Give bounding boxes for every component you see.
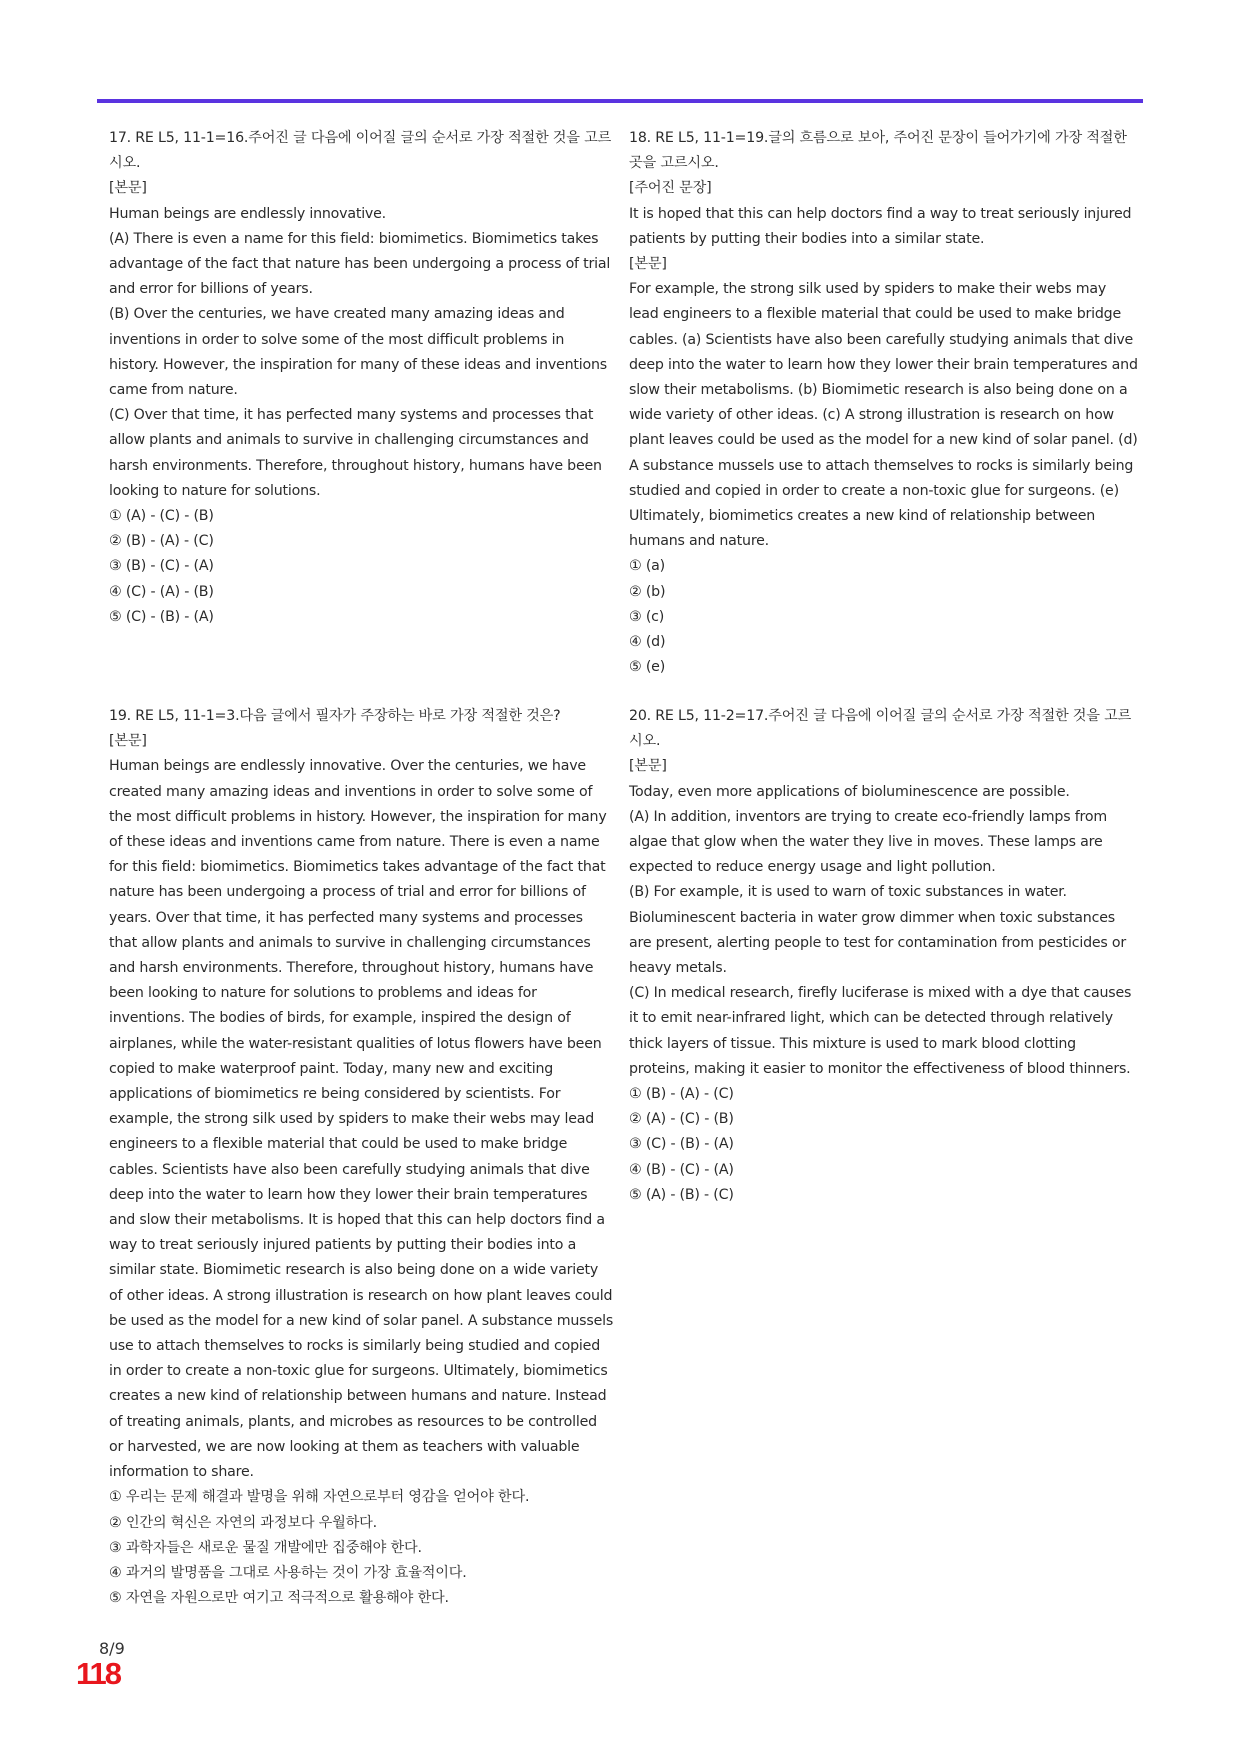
- answer-option[interactable]: ② (B) - (A) - (C): [109, 533, 214, 550]
- question-20: [629, 704, 1139, 1208]
- body-label: [본문]: [629, 758, 667, 775]
- body-label: [본문]: [109, 733, 147, 750]
- intro-sentence: Today, even more applications of bioluminescence are possible.: [629, 783, 1070, 800]
- question-header: 18. RE L5, 11-1=19.글의 흐름으로 보아, 주어진 문장이 들어가기에 가장 적절한 곳을 고르시오.: [629, 130, 1127, 172]
- question-header: 20. RE L5, 11-2=17.주어진 글 다음에 이어질 글의 순서로 가장 적절한 것을 고르시오.: [629, 708, 1132, 750]
- answer-option[interactable]: ⑤ (A) - (B) - (C): [629, 1186, 734, 1203]
- answer-option[interactable]: ② (b): [629, 583, 666, 600]
- answer-option[interactable]: ② (A) - (C) - (B): [629, 1111, 734, 1128]
- answer-option[interactable]: ④ (B) - (C) - (A): [629, 1161, 734, 1178]
- answer-option[interactable]: ⑤ (e): [629, 659, 666, 676]
- answer-option[interactable]: ② 인간의 혁신은 자연의 과정보다 우월하다.: [109, 1514, 377, 1531]
- body-label: [본문]: [629, 256, 667, 273]
- paragraph-b: (B) Over the centuries, we have created many amazing ideas and inventions in order to solve some of the most difficult problems in history. However, the inspiration for many of these ideas and inventions came from nature.: [109, 306, 607, 399]
- passage-body: For example, the strong silk used by spiders to make their webs may lead engineers to a flexible material that could be used to make bridge cables. (a) Scientists have also been carefully studying animals that dive deep into the water to learn how they lower their brain temperatures and slow their metabolisms. (b) Biomimetic research is also being done on a wide variety of other ideas. (c) A strong illustration is research on how plant leaves could be used as the model for a new kind of solar panel. (d) A substance mussels use to attach themselves to rocks is similarly being studied and copied in order to create a non-toxic glue for surgeons. (e) Ultimately, biomimetics creates a new kind of relationship between humans and nature.: [629, 281, 1138, 550]
- body-label: [본문]: [109, 180, 147, 197]
- paragraph-a: (A) In addition, inventors are trying to create eco-friendly lamps from algae that glow when the water they live in moves. These lamps are expected to reduce energy usage and light pollution.: [629, 808, 1107, 876]
- answer-option[interactable]: ⑤ (C) - (B) - (A): [109, 608, 214, 625]
- question-header: 17. RE L5, 11-1=16.주어진 글 다음에 이어질 글의 순서로 가장 적절한 것을 고르시오.: [109, 130, 612, 172]
- question-17: [109, 126, 615, 630]
- answer-option[interactable]: ③ 과학자들은 새로운 물질 개발에만 집중해야 한다.: [109, 1539, 422, 1556]
- given-sentence-label: [주어진 문장]: [629, 180, 712, 197]
- answer-option[interactable]: ① (a): [629, 558, 665, 575]
- answer-option[interactable]: ④ (d): [629, 634, 666, 651]
- answer-option[interactable]: ① 우리는 문제 해결과 발명을 위해 자연으로부터 영감을 얻어야 한다.: [109, 1489, 530, 1506]
- question-header: 19. RE L5, 11-1=3.다음 글에서 필자가 주장하는 바로 가장 적절한 것은?: [109, 708, 561, 724]
- question-18: [629, 126, 1139, 680]
- page-number: 8/9: [99, 1639, 125, 1658]
- answer-option[interactable]: ③ (c): [629, 608, 665, 625]
- question-19: [109, 704, 615, 1611]
- paragraph-c: (C) In medical research, firefly luciferase is mixed with a dye that causes it to emit near-infrared light, which can be detected through relatively thick layers of tissue. This mixture is used to mark blood clotting proteins, making it easier to monitor the effectiveness of blood thinners.: [629, 985, 1132, 1077]
- given-sentence: It is hoped that this can help doctors find a way to treat seriously injured patients by putting their bodies into a similar state.: [629, 205, 1132, 247]
- answer-option[interactable]: ④ 과거의 발명품을 그대로 사용하는 것이 가장 효율적이다.: [109, 1564, 467, 1581]
- paragraph-b: (B) For example, it is used to warn of toxic substances in water. Bioluminescent bacteria in water grow dimmer when toxic substances are present, alerting people to test for contamination from pesticides or heavy metals.: [629, 884, 1127, 977]
- answer-option[interactable]: ① (B) - (A) - (C): [629, 1086, 734, 1103]
- answer-option[interactable]: ① (A) - (C) - (B): [109, 508, 214, 525]
- answer-option[interactable]: ④ (C) - (A) - (B): [109, 583, 214, 600]
- publisher-logo: 118: [76, 1656, 121, 1691]
- paragraph-a: (A) There is even a name for this field: biomimetics. Biomimetics takes advantage of the fact that nature has been undergoing a process of trial and error for billions of years.: [109, 230, 611, 298]
- answer-option[interactable]: ③ (B) - (C) - (A): [109, 558, 214, 575]
- passage-body: Human beings are endlessly innovative. Over the centuries, we have created many amazing ideas and inventions in order to solve some of the most difficult problems in history. However, the inspiration for many of these ideas and inventions came from nature. There is even a name for this field: biomimetics. Biomimetics takes advantage of the fact that nature has been undergoing a process of trial and error for billions of years. Over that time, it has perfected many systems and processes that allow plants and animals to survive in challenging circumstances and harsh environments. Therefore, throughout history, humans have been looking to nature for solutions to problems and ideas for inventions. The bodies of birds, for example, inspired the design of airplanes, while the water-resistant qualities of lotus flowers have been copied to make waterproof paint. Today, many new and exciting applications of biomimetics re being considered by scientists. For example, the strong silk used by spiders to make their webs may lead engineers to a flexible material that could be used to make bridge cables. Scientists have also been carefully studying animals that dive deep into the water to learn how they lower their brain temperatures and slow their metabolisms. It is hoped that this can help doctors find a way to treat seriously injured patients by putting their bodies into a similar state. Biomimetic research is also being done on a wide variety of other ideas. A strong illustration is research on how plant leaves could be used as the model for a new kind of solar panel. A substance mussels use to attach themselves to rocks is similarly being studied and copied in order to create a non-toxic glue for surgeons. Ultimately, biomimetics creates a new kind of relationship between humans and nature. Instead of treating animals, plants, and microbes as resources to be controlled or harvested, we are now looking at them as teachers with valuable information to share.: [109, 758, 614, 1481]
- answer-option[interactable]: ⑤ 자연을 자원으로만 여기고 적극적으로 활용해야 한다.: [109, 1590, 449, 1607]
- answer-option[interactable]: ③ (C) - (B) - (A): [629, 1136, 734, 1153]
- top-divider: [97, 99, 1143, 103]
- paragraph-c: (C) Over that time, it has perfected many systems and processes that allow plants and animals to survive in challenging circumstances and harsh environments. Therefore, throughout history, humans have been looking to nature for solutions.: [109, 407, 602, 499]
- intro-sentence: Human beings are endlessly innovative.: [109, 205, 386, 222]
